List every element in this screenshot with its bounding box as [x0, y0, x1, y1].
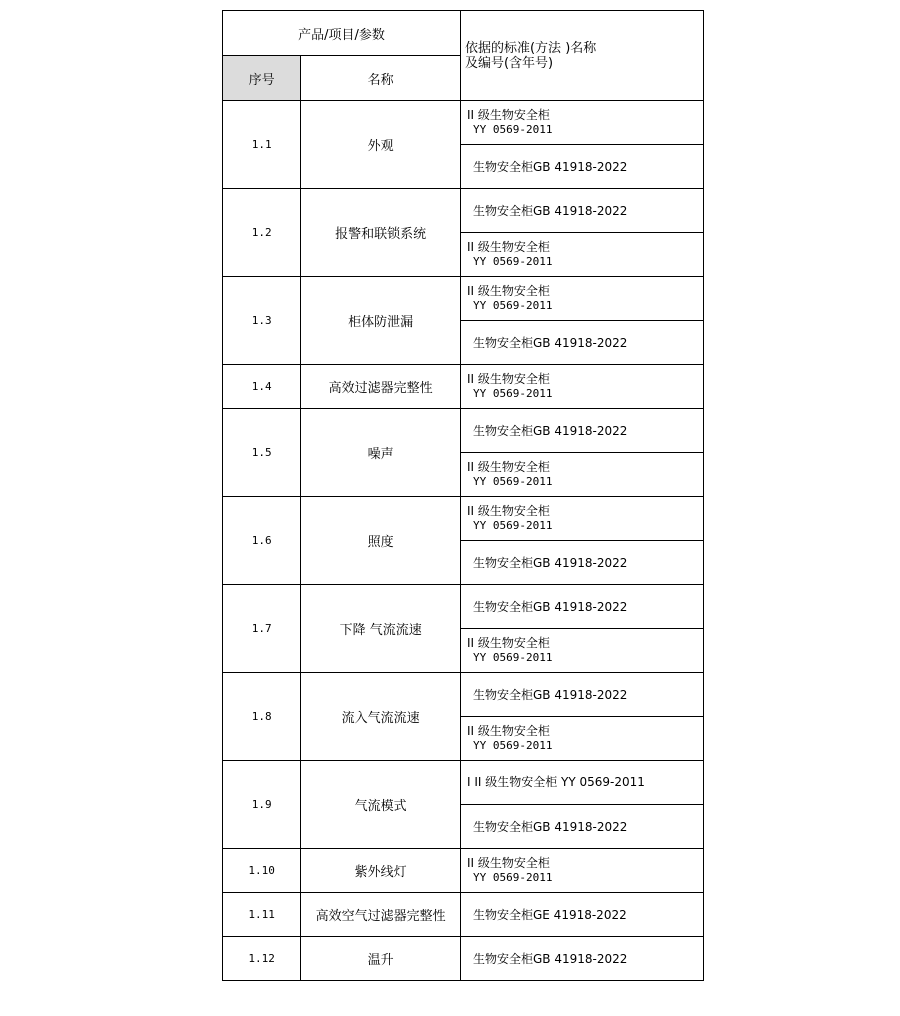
row-name: 报警和联锁系统	[301, 189, 461, 277]
standard-cell	[460, 585, 703, 629]
row-seq: 1.8	[223, 673, 301, 761]
standard-cell	[460, 893, 703, 937]
table-row	[223, 497, 704, 541]
standard-code: YY 0569-2011	[472, 739, 553, 752]
row-seq: 1.12	[223, 937, 301, 981]
table-row	[223, 101, 704, 145]
row-name: 气流模式	[301, 761, 461, 849]
row-seq: 1.10	[223, 849, 301, 893]
row-seq: 1.9	[223, 761, 301, 849]
standard-cell	[460, 365, 703, 409]
row-name: 外观	[301, 101, 461, 189]
row-seq: 1.7	[223, 585, 301, 673]
table-row	[223, 673, 704, 717]
standard-text: 生物安全柜GB 41918-2022	[472, 424, 628, 438]
table-row	[223, 189, 704, 233]
row-seq: 1.4	[223, 365, 301, 409]
header-standard-line1: 依据的标准(方法 )名称	[464, 40, 597, 56]
row-seq: 1.6	[223, 497, 301, 585]
standard-text: 生物安全柜GB 41918-2022	[472, 820, 628, 834]
standard-text: 生物安全柜GB 41918-2022	[472, 336, 628, 350]
standard-cell	[460, 277, 703, 321]
row-seq: 1.5	[223, 409, 301, 497]
standard-title: II 级生物安全柜	[466, 724, 550, 738]
standard-cell	[460, 321, 703, 365]
table-row	[223, 849, 704, 893]
standard-cell	[460, 233, 703, 277]
standard-cell	[460, 717, 703, 761]
table-row	[223, 277, 704, 321]
header-standard-line2: 及编号(含年号)	[464, 55, 554, 71]
standard-cell	[460, 145, 703, 189]
standards-table	[222, 10, 704, 981]
row-seq: 1.3	[223, 277, 301, 365]
row-name: 流入气流流速	[301, 673, 461, 761]
standard-cell	[460, 761, 703, 805]
standard-cell	[460, 849, 703, 893]
standard-title: II 级生物安全柜	[466, 372, 550, 386]
standard-title: II 级生物安全柜	[466, 636, 550, 650]
standard-text: 生物安全柜GB 41918-2022	[472, 600, 628, 614]
row-seq: 1.11	[223, 893, 301, 937]
standard-cell	[460, 805, 703, 849]
table-row	[223, 893, 704, 937]
row-name: 照度	[301, 497, 461, 585]
table-row	[223, 937, 704, 981]
standard-code: YY 0569-2011	[472, 255, 553, 268]
standard-title: II 级生物安全柜	[466, 504, 550, 518]
table-row	[223, 365, 704, 409]
row-name: 噪声	[301, 409, 461, 497]
row-seq: 1.1	[223, 101, 301, 189]
standard-code: YY 0569-2011	[472, 299, 553, 312]
standard-cell	[460, 629, 703, 673]
standard-text: 生物安全柜GB 41918-2022	[472, 952, 628, 966]
table-row	[223, 761, 704, 805]
standard-cell	[460, 453, 703, 497]
header-seq: 序号	[223, 56, 301, 101]
row-name: 紫外线灯	[301, 849, 461, 893]
standard-cell	[460, 541, 703, 585]
standard-title: II 级生物安全柜	[466, 460, 550, 474]
standard-title: II 级生物安全柜	[466, 240, 550, 254]
standard-code: YY 0569-2011	[472, 651, 553, 664]
standard-text: 生物安全柜GB 41918-2022	[472, 204, 628, 218]
table-row	[223, 585, 704, 629]
standard-title: II 级生物安全柜	[466, 856, 550, 870]
standard-text: 生物安全柜GE 41918-2022	[472, 908, 627, 922]
standard-title: II 级生物安全柜	[466, 284, 550, 298]
standard-code: YY 0569-2011	[472, 387, 553, 400]
row-seq: 1.2	[223, 189, 301, 277]
header-standard	[460, 11, 703, 101]
row-name: 柜体防泄漏	[301, 277, 461, 365]
standard-code: YY 0569-2011	[472, 871, 553, 884]
row-name: 温升	[301, 937, 461, 981]
standard-cell	[460, 673, 703, 717]
standard-cell	[460, 497, 703, 541]
row-name: 下降 气流流速	[301, 585, 461, 673]
standard-text: 生物安全柜GB 41918-2022	[472, 556, 628, 570]
standard-cell	[460, 409, 703, 453]
table-row	[223, 409, 704, 453]
standard-text: 生物安全柜GB 41918-2022	[472, 688, 628, 702]
row-name: 高效过滤器完整性	[301, 365, 461, 409]
row-name: 高效空气过滤器完整性	[301, 893, 461, 937]
standard-text: 生物安全柜GB 41918-2022	[472, 160, 628, 174]
standard-cell	[460, 937, 703, 981]
standard-code: YY 0569-2011	[472, 519, 553, 532]
standard-cell	[460, 101, 703, 145]
standard-title: I II 级生物安全柜 YY 0569-2011	[466, 775, 645, 789]
header-product-item-param: 产品/项目/参数	[223, 11, 461, 56]
standard-cell	[460, 189, 703, 233]
header-name: 名称	[301, 56, 461, 101]
standard-title: II 级生物安全柜	[466, 108, 550, 122]
standard-code: YY 0569-2011	[472, 475, 553, 488]
standard-code: YY 0569-2011	[472, 123, 553, 136]
